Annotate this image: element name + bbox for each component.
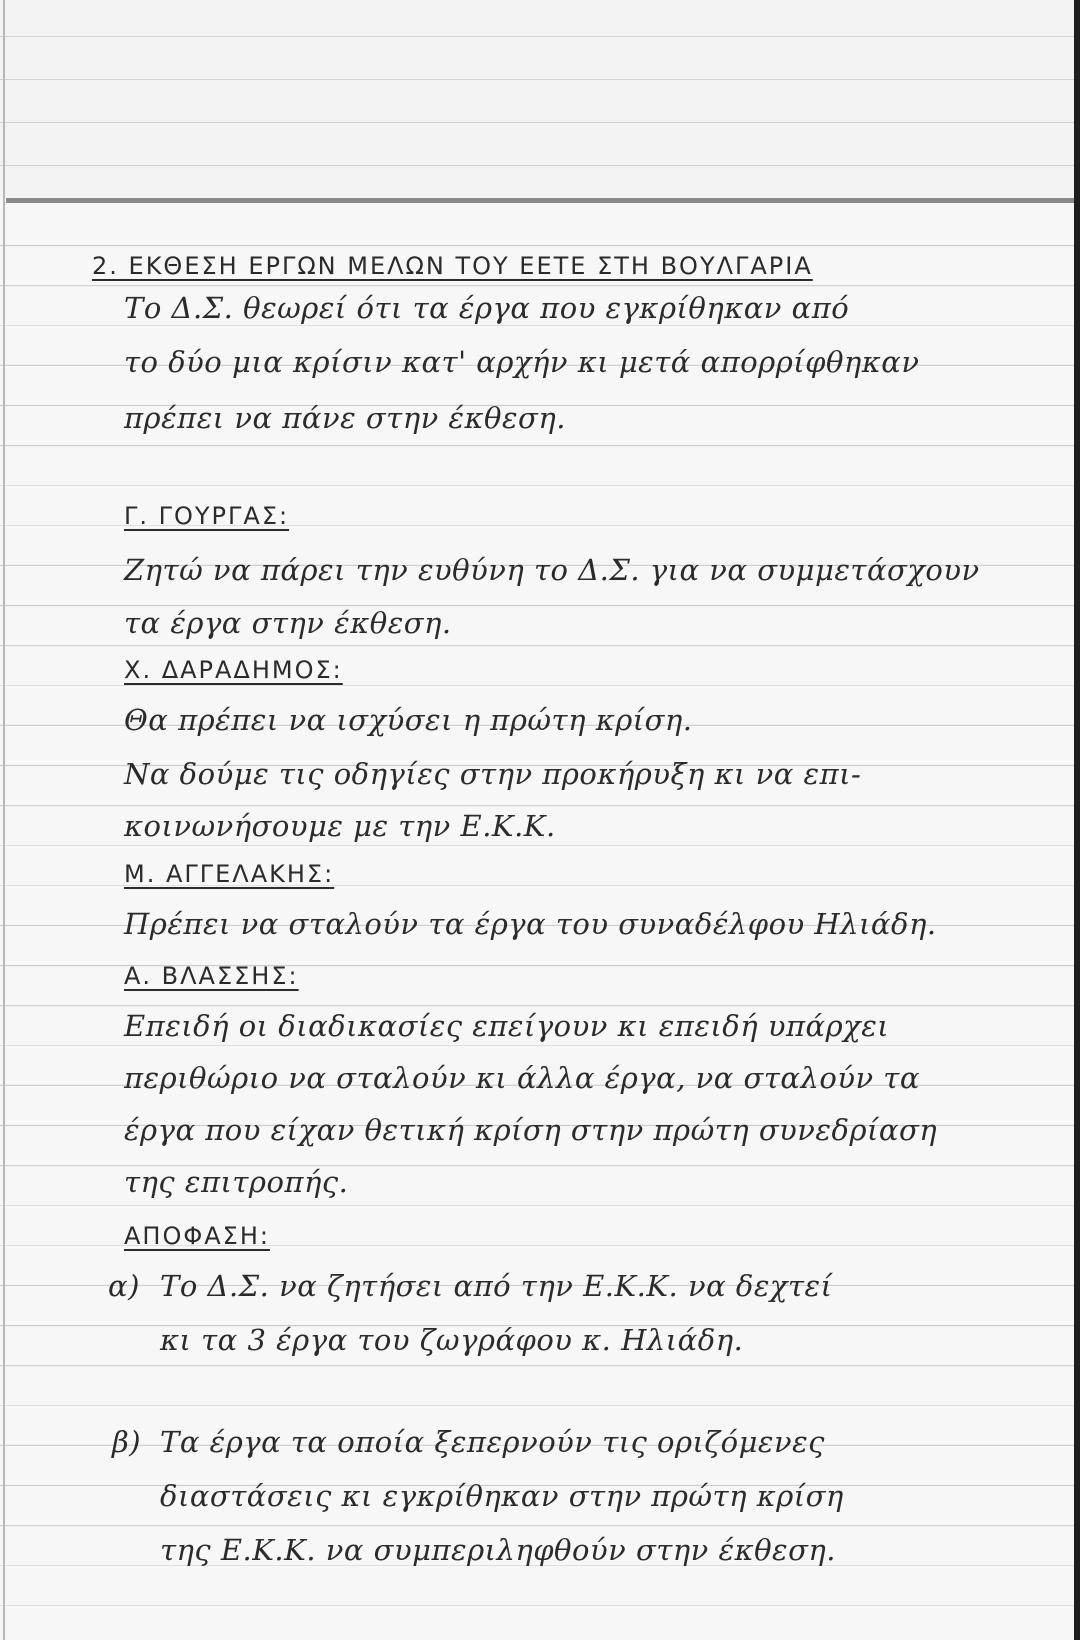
speaker-line: Ζητώ να πάρει την ευθύνη το Δ.Σ. για να συμμετάσχουν [124,553,980,587]
decision-line: Το Δ.Σ. να ζητήσει από την Ε.Κ.Κ. να δεχτεί [160,1269,833,1303]
speaker-line: Να δούμε τις οδηγίες στην προκήρυξη κι να επι- [124,757,862,791]
speaker-name: Χ. ΔΑΡΑΔΗΜΟΣ: [124,656,343,684]
decision-marker: α) [108,1269,140,1303]
speaker-line: έργα που είχαν θετική κρίση στην πρώτη συνεδρίαση [124,1113,938,1147]
speaker-name: Μ. ΑΓΓΕΛΑΚΗΣ: [124,860,335,888]
intro-line: το δύο μια κρίσιν κατ' αρχήν κι μετά απορρίφθηκαν [124,345,920,379]
speaker-line: Επειδή οι διαδικασίες επείγουν κι επειδή υπάρχει [124,1009,890,1043]
decision-line: Τα έργα τα οποία ξεπερνούν τις οριζόμενες [160,1425,825,1459]
decision-line: διαστάσεις κι εγκρίθηκαν στην πρώτη κρίση [160,1479,844,1513]
intro-line: Το Δ.Σ. θεωρεί ότι τα έργα που εγκρίθηκαν από [124,291,850,325]
speaker-name: Γ. ΓΟΥΡΓΑΣ: [124,502,290,530]
section-heading: 2. ΕΚΘΕΣΗ ΕΡΓΩΝ ΜΕΛΩΝ ΤΟΥ ΕΕΤΕ ΣΤΗ ΒΟΥΛΓΑΡΙΑ [92,252,813,280]
speaker-line: Πρέπει να σταλούν τα έργα του συναδέλφου Ηλιάδη. [124,907,937,941]
decision-line: της Ε.Κ.Κ. να συμπεριληφθούν στην έκθεση. [160,1533,837,1567]
speaker-name: Α. ΒΛΑΣΣΗΣ: [124,962,299,990]
speaker-line: περιθώριο να σταλούν κι άλλα έργα, να σταλούν τα [124,1061,920,1095]
decision-heading: ΑΠΟΦΑΣΗ: [124,1222,270,1250]
decision-marker: β) [112,1425,142,1459]
speaker-line: τα έργα στην έκθεση. [124,606,452,640]
decision-line: κι τα 3 έργα του ζωγράφου κ. Ηλιάδη. [160,1323,744,1357]
intro-line: πρέπει να πάνε στην έκθεση. [124,401,566,435]
speaker-line: κοινωνήσουμε με την Ε.Κ.Κ. [124,809,556,843]
speaker-line: Θα πρέπει να ισχύσει η πρώτη κρίση. [124,703,693,737]
speaker-line: της επιτροπής. [124,1165,349,1199]
